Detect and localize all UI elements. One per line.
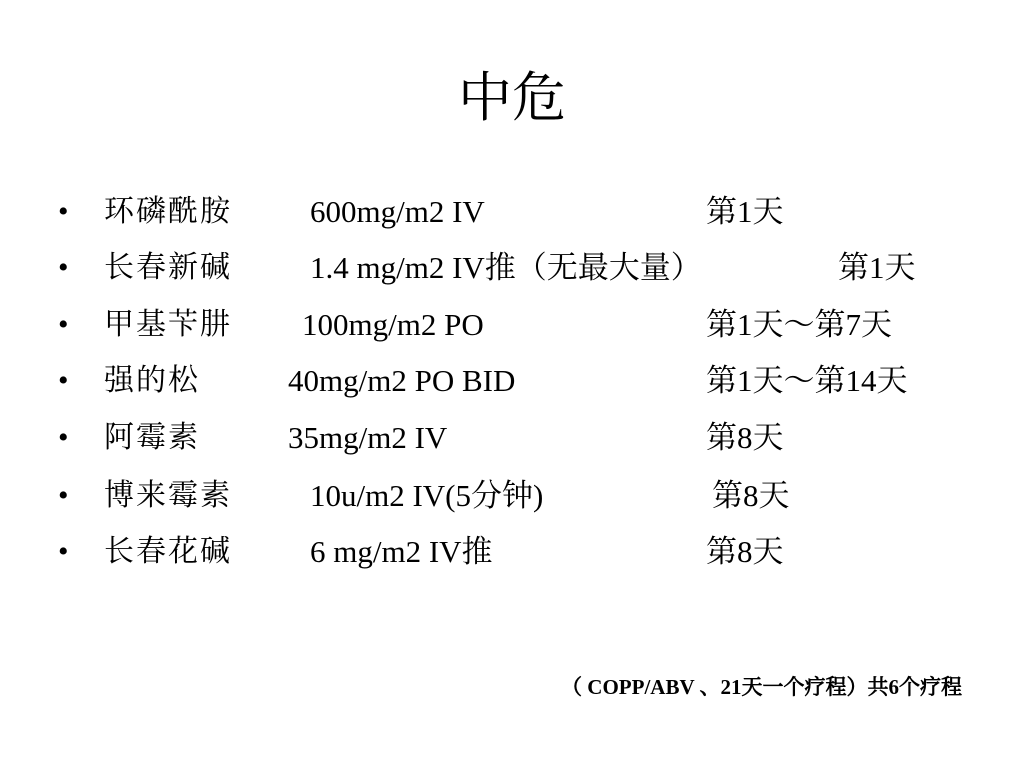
drug-name: 长春新碱 [104,250,232,285]
drug-name: 博来霉素 [104,478,232,513]
drug-dose: 1.4 mg/m2 IV推（无最大量） [310,250,702,285]
bullet-icon: • [58,308,69,341]
drug-name: 环磷酰胺 [104,194,232,229]
drug-name: 长春花碱 [104,534,232,569]
bullet-icon: • [58,364,69,397]
bullet-icon: • [58,535,69,568]
drug-dose: 35mg/m2 IV [288,420,448,455]
regimen-row [0,476,1024,516]
slide-title: 中危 [458,66,566,129]
drug-dose: 40mg/m2 PO BID [288,363,516,398]
drug-schedule: 第1天 [838,250,916,285]
drug-schedule: 第8天 [706,534,784,569]
drug-schedule: 第1天～第7天 [706,307,892,342]
regimen-row [0,418,1024,458]
drug-name: 强的松 [104,363,200,398]
drug-schedule: 第1天 [706,194,784,229]
drug-dose: 10u/m2 IV(5分钟) [310,478,544,513]
regimen-row [0,192,1024,232]
drug-name: 甲基苄肼 [104,307,232,342]
drug-schedule: 第8天 [712,478,790,513]
bullet-icon: • [58,251,69,284]
regimen-row [0,532,1024,572]
drug-dose: 6 mg/m2 IV推 [310,534,493,569]
regimen-row [0,361,1024,401]
drug-dose: 600mg/m2 IV [310,194,485,229]
drug-schedule: 第8天 [706,420,784,455]
regimen-row [0,305,1024,345]
bullet-icon: • [58,195,69,228]
bullet-icon: • [58,479,69,512]
drug-schedule: 第1天～第14天 [706,363,908,398]
drug-dose: 100mg/m2 PO [302,307,484,342]
regimen-row [0,248,1024,288]
drug-name: 阿霉素 [104,420,200,455]
bullet-icon: • [58,421,69,454]
regimen-footnote: （ COPP/ABV 、21天一个疗程）共6个疗程 [561,675,962,699]
